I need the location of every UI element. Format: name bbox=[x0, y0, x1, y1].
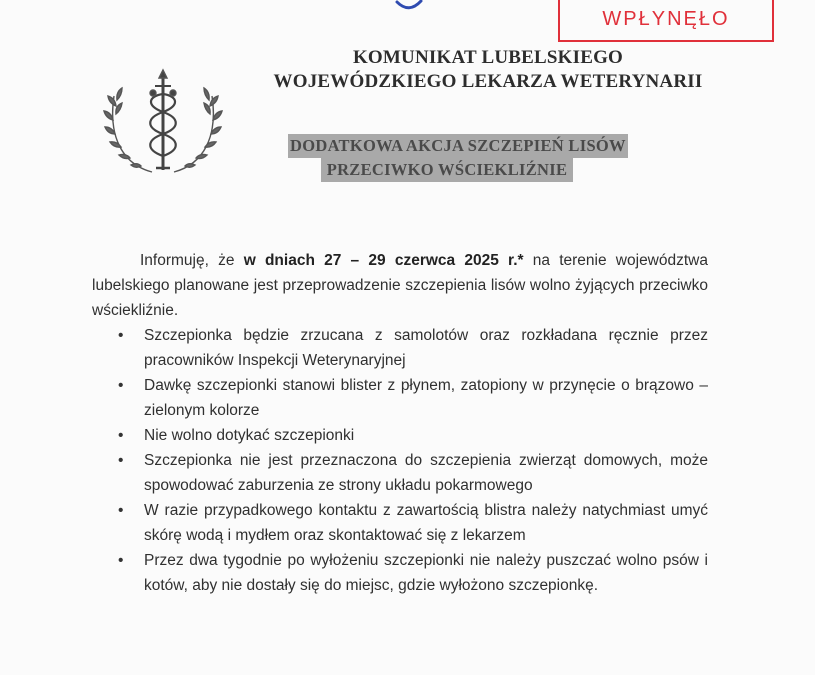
list-item: • Szczepionka nie jest przeznaczona do szczepienia zwierząt domowych, może spowodować zaburzenia ze strony układu pokarmowego bbox=[92, 448, 708, 498]
announcement-line-2: PRZECIWKO WŚCIEKLIŹNIE bbox=[321, 158, 574, 182]
notice-body bbox=[92, 248, 708, 598]
intro-paragraph bbox=[92, 248, 708, 323]
intro-text-start: Informuję, że bbox=[140, 252, 244, 269]
announcement-heading bbox=[288, 134, 626, 182]
list-item: • W razie przypadkowego kontaktu z zawartością blistra należy natychmiast umyć skórę wodą i mydłem oraz skontaktować się z lekarzem bbox=[92, 498, 708, 548]
list-item: • Przez dwa tygodnie po wyłożeniu szczepionki nie należy puszczać wolno psów i kotów, aby nie dostały się do miejsc, gdzie wyłożono szczepionkę. bbox=[92, 548, 708, 598]
list-item: • Dawkę szczepionki stanowi blister z płynem, zatopiony w przynęcie o brązowo – zielonym kolorze bbox=[92, 373, 708, 423]
caduceus-laurel-emblem-icon bbox=[100, 66, 226, 180]
intro-text-end: na terenie województwa lubelskiego planowane jest przeprowadzenie szczepienia lisów wolno żyjących przeciwko wściekliźnie. bbox=[92, 252, 708, 319]
title-line-2: WOJEWÓDZKIEGO LEKARZA WETERYNARII bbox=[273, 71, 703, 92]
ink-stroke-mark bbox=[395, 0, 425, 12]
list-item: • Szczepionka będzie zrzucana z samolotów oraz rozkładana ręcznie przez pracowników Inspekcji Weterynaryjnej bbox=[92, 323, 708, 373]
stamp-text: WPŁYNĘŁO bbox=[602, 8, 730, 30]
bullet-list bbox=[92, 323, 708, 598]
announcement-line-1: DODATKOWA AKCJA SZCZEPIEŃ LISÓW bbox=[288, 134, 628, 158]
page-title bbox=[228, 46, 748, 94]
title-line-1: KOMUNIKAT LUBELSKIEGO bbox=[352, 47, 624, 68]
list-item: • Nie wolno dotykać szczepionki bbox=[92, 423, 708, 448]
intro-date: w dniach 27 – 29 czerwca 2025 r.* bbox=[243, 252, 524, 269]
received-stamp bbox=[558, 0, 774, 42]
